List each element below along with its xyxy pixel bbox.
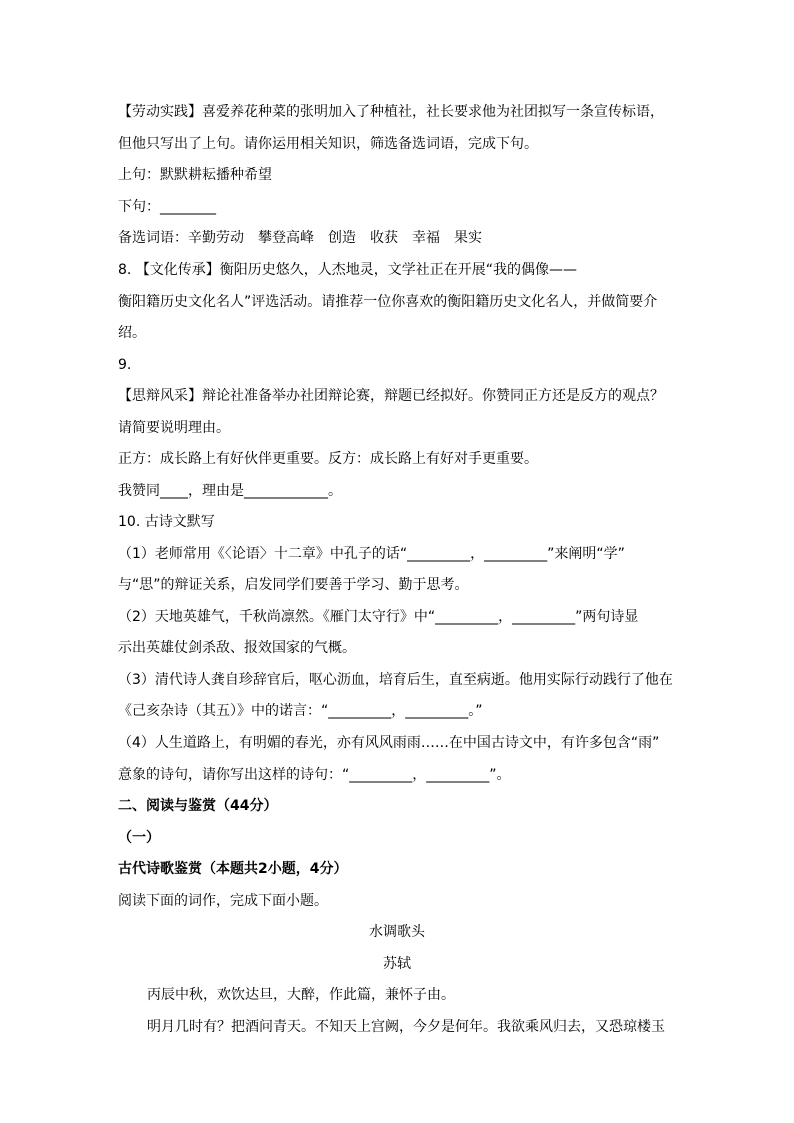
- candidate-word: 收获: [370, 230, 398, 246]
- question-10-4-line-1: （4）人生道路上，有明媚的春光，亦有风风雨雨……在中国古诗文中，有许多包含“雨”: [118, 735, 660, 751]
- question-10-1-line-1: （1）老师常用《〈论语〉十二章》中孔子的话“_________，_________”来阐明“学”: [118, 546, 625, 562]
- candidate-word: 攀登高峰: [258, 230, 314, 246]
- question-10-title: 10. 古诗文默写: [118, 514, 215, 530]
- debate-topics: 正方：成长路上有好伙伴更重要。反方：成长路上有好对手更重要。: [118, 451, 538, 467]
- question-9-number: 9.: [118, 357, 132, 373]
- poem-title: 水调歌头: [369, 924, 425, 940]
- subsection-number: （一）: [118, 830, 160, 846]
- poetry-appreciation-heading: 古代诗歌鉴赏（本题共2小题，4分）: [118, 861, 348, 877]
- candidate-word: 果实: [454, 230, 482, 246]
- labor-practice-intro: 【劳动实践】喜爱养花种菜的张明加入了种植社，社长要求他为社团拟写一条宣传标语，: [118, 104, 664, 120]
- question-10-3-line-2: 《己亥杂诗（其五）》中的诺言：“_________，_________。”: [118, 703, 483, 719]
- poem-author: 苏轼: [383, 956, 411, 972]
- question-9-line-2: 请简要说明理由。: [118, 420, 230, 436]
- question-10-2-line-1: （2）天地英雄气，千秋尚凛然。《雁门太守行》中“_________，_________”两句诗显: [118, 609, 639, 625]
- question-9-line-1: 【思辩风采】辩论社准备举办社团辩论赛，辩题已经拟好。你赞同正方还是反方的观点？: [118, 388, 664, 404]
- candidate-word: 创造: [328, 230, 356, 246]
- section-heading: 二、阅读与鉴赏（44分）: [118, 798, 278, 814]
- candidate-words: [118, 228, 482, 248]
- poem-preface: 丙辰中秋，欢饮达旦，大醉，作此篇，兼怀子由。: [147, 987, 455, 1003]
- question-10-3-line-1: （3）清代诗人龚自珍辞官后，呕心沥血，培育后生，直至病逝。他用实际行动践行了他在: [118, 672, 673, 688]
- question-10-4-line-2: 意象的诗句，请你写出这样的诗句：“_________，_________”。: [118, 767, 511, 783]
- candidate-word: 辛勤劳动: [188, 230, 244, 246]
- question-8-line-1: 8. 【文化传承】衡阳历史悠久，人杰地灵，文学社正在开展“我的偶像——: [118, 262, 578, 278]
- upper-line: 上句：默默耕耘播种希望: [118, 167, 272, 183]
- reading-instruction: 阅读下面的词作，完成下面小题。: [118, 893, 328, 909]
- candidate-word: 幸福: [412, 230, 440, 246]
- question-8-line-3: 绍。: [118, 325, 146, 341]
- question-10-2-line-2: 示出英雄仗剑杀敌、报效国家的气概。: [118, 640, 356, 656]
- question-10-1-line-2: 与“思”的辩证关系，启发同学们要善于学习、勤于思考。: [118, 577, 469, 593]
- debate-answer-blank: 我赞同____，理由是____________。: [118, 483, 342, 499]
- lower-line-blank: 下句：________: [118, 199, 216, 215]
- candidate-words-label: 备选词语：: [118, 230, 188, 246]
- poem-text-line-1: 明月几时有？把酒问青天。不知天上宫阙，今夕是何年。我欲乘风归去，又恐琼楼玉: [147, 1019, 665, 1035]
- labor-practice-instruction: 但他只写出了上句。请你运用相关知识，筛选备选词语，完成下句。: [118, 136, 538, 152]
- question-8-line-2: 衡阳籍历史文化名人”评选活动。请推荐一位你喜欢的衡阳籍历史文化名人，并做简要介: [118, 294, 658, 310]
